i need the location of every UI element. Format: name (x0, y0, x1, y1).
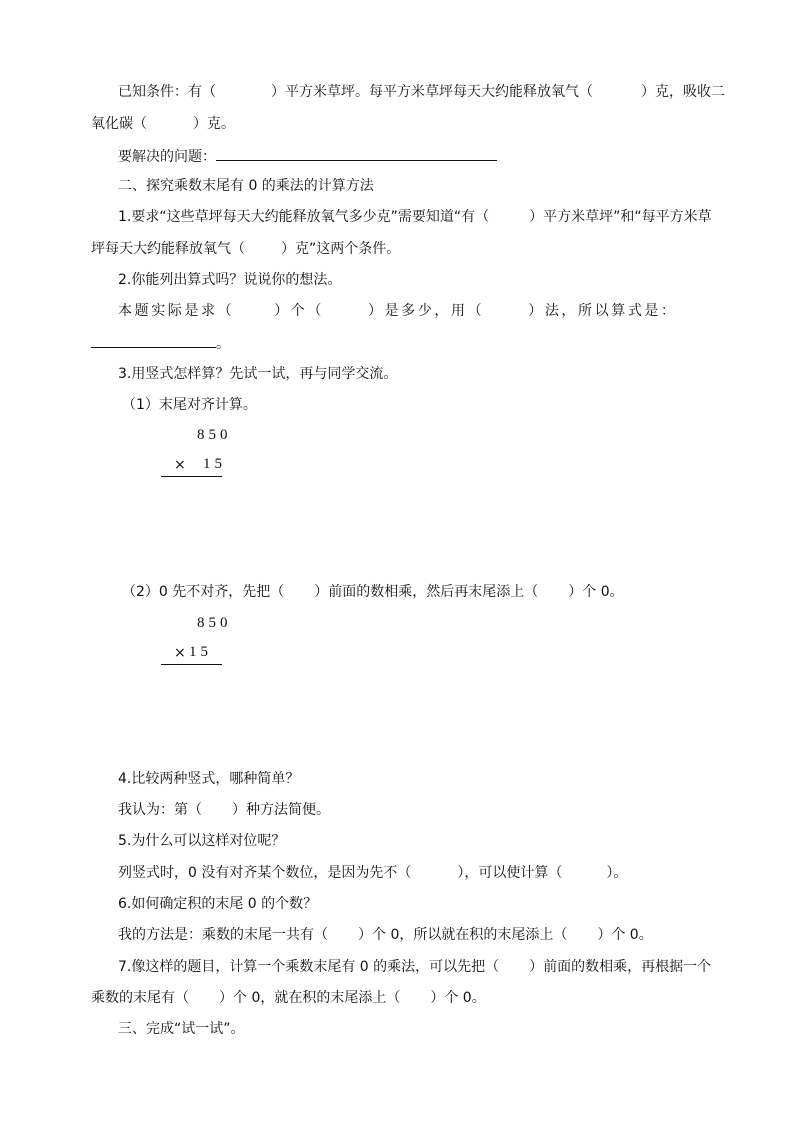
times-sign: × (174, 457, 186, 473)
multiplier: 15 (203, 456, 226, 472)
method-2-line: （2）0 先不对齐，先把（ ）前面的数相乘，然后再末尾添上（ ）个 0。 (122, 584, 624, 600)
q4-answer-line: 我认为：第（ ）种方法简便。 (118, 802, 330, 818)
multiplier-row (161, 456, 226, 477)
multiplicand: 850 (197, 427, 232, 443)
times-sign: × (174, 645, 186, 661)
q7-line-1: 7.像这样的题目，计算一个乘数末尾有 0 的乘法，可以先把（ ）前面的数相乘，再根据一个 (118, 959, 712, 975)
q1-line-2: 坪每天大约能释放氧气（ ）克”这两个条件。 (91, 241, 401, 257)
q3-title: 3.用竖式怎样算？先试一试，再与同学交流。 (118, 366, 398, 382)
q4-title: 4.比较两种竖式，哪种简单？ (118, 771, 300, 787)
q6-title: 6.如何确定积的末尾 0 的个数？ (118, 896, 318, 912)
q2-title: 2.你能列出算式吗？说说你的想法。 (118, 272, 342, 288)
method-1-label: （1）末尾对齐计算。 (122, 397, 257, 413)
q5-answer-line: 列竖式时，0 没有对齐某个数位，是因为先不（ ），可以使计算（ ）。 (118, 865, 628, 881)
answer-underline[interactable] (91, 332, 216, 348)
q6-answer-line: 我的方法是：乘数的末尾一共有（ ）个 0，所以就在积的末尾添上（ ）个 0。 (118, 927, 653, 943)
answer-underline[interactable] (216, 145, 497, 161)
section-3-title: 三、完成“试一试”。 (118, 1021, 245, 1037)
known-conditions-line-1: 已知条件：有（ ）平方米草坪。每平方米草坪每天大约能释放氧气（ ）克，吸收二 (118, 84, 725, 100)
q2-line-2: 。 (91, 332, 230, 354)
q5-title: 5.为什么可以这样对位呢？ (118, 833, 286, 849)
q7-line-2: 乘数的末尾有（ ）个 0，就在积的末尾添上（ ）个 0。 (91, 990, 486, 1006)
section-2-title: 二、探究乘数末尾有 0 的乘法的计算方法 (118, 178, 374, 194)
multiplicand: 850 (197, 615, 232, 631)
q1-line-1: 1.要求“这些草坪每天大约能释放氧气多少克”需要知道“有（ ）平方米草坪”和“每平方米草 (118, 209, 712, 225)
multiplier: 15 (189, 644, 212, 660)
known-conditions-line-2: 氧化碳（ ）克。 (91, 116, 235, 132)
problem-to-solve: 要解决的问题： (118, 145, 497, 167)
q2-line-1: 本题实际是求（ ）个（ ）是多少，用（ ）法，所以算式是： (118, 303, 678, 319)
multiplier-row (161, 644, 222, 665)
